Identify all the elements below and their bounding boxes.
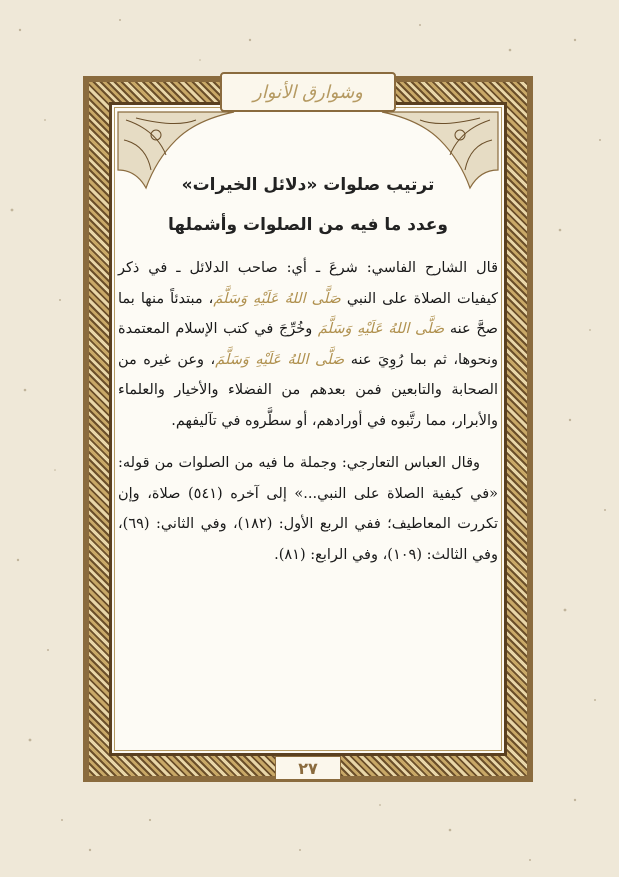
section-title-line1: ترتيب صلوات «دلائل الخيرات»	[181, 175, 435, 195]
header-cartouche	[220, 72, 396, 112]
paragraph-1-part-a: قال الشارح الفاسي: شرعَ ـ أي: صاحب الدلائل ـ في ذكر كيفيات الصلاة على النبي	[118, 260, 499, 307]
salawat-glyph-1: صَلَّى اللهُ عَلَيْهِ وَسَلَّمَ	[213, 290, 341, 307]
paragraph-2: وقال العباس التعارجي: وجملة ما فيه من الصلوات من قوله: «في كيفية الصلاة على النبي...» إلى آخره (٥٤١) صلاة، وإن تكررت المعاطيف؛ ففي الربع الأول: (١٨٢)، وفي الثاني: (٦٩)، وفي الثالث: (١٠٩)، وفي الرابع: (٨١).	[118, 455, 499, 563]
page-number: ٢٧	[275, 756, 341, 780]
section-title-line2: وعدد ما فيه من الصلوات وأشملها	[168, 215, 448, 235]
paragraph-1	[118, 253, 498, 436]
salawat-glyph-2: صَلَّى اللهُ عَلَيْهِ وَسَلَّمَ	[317, 321, 445, 337]
paragraph-1-part-c: وخُرِّجَ في كتب الإسلام المعتمدة ونحوها، ثم بما رُوِيَ عنه	[118, 321, 499, 368]
paragraph-1-part-b: ، مبتدئاً منها بما صحَّ عنه	[118, 290, 498, 337]
running-header-title: وشوارق الأنوار	[253, 81, 363, 103]
salawat-glyph-3: صَلَّى اللهُ عَلَيْهِ وَسَلَّمَ	[215, 351, 345, 368]
page-body	[118, 175, 498, 570]
paragraph-1-part-d: ، وعن غيره من الصحابة والتابعين فمن بعدهم من الفضلاء والأخيار والعلماء والأبرار، مما رتَّبوه في أورادهم، أو سطَّروه في تآليفهم.	[118, 351, 498, 429]
